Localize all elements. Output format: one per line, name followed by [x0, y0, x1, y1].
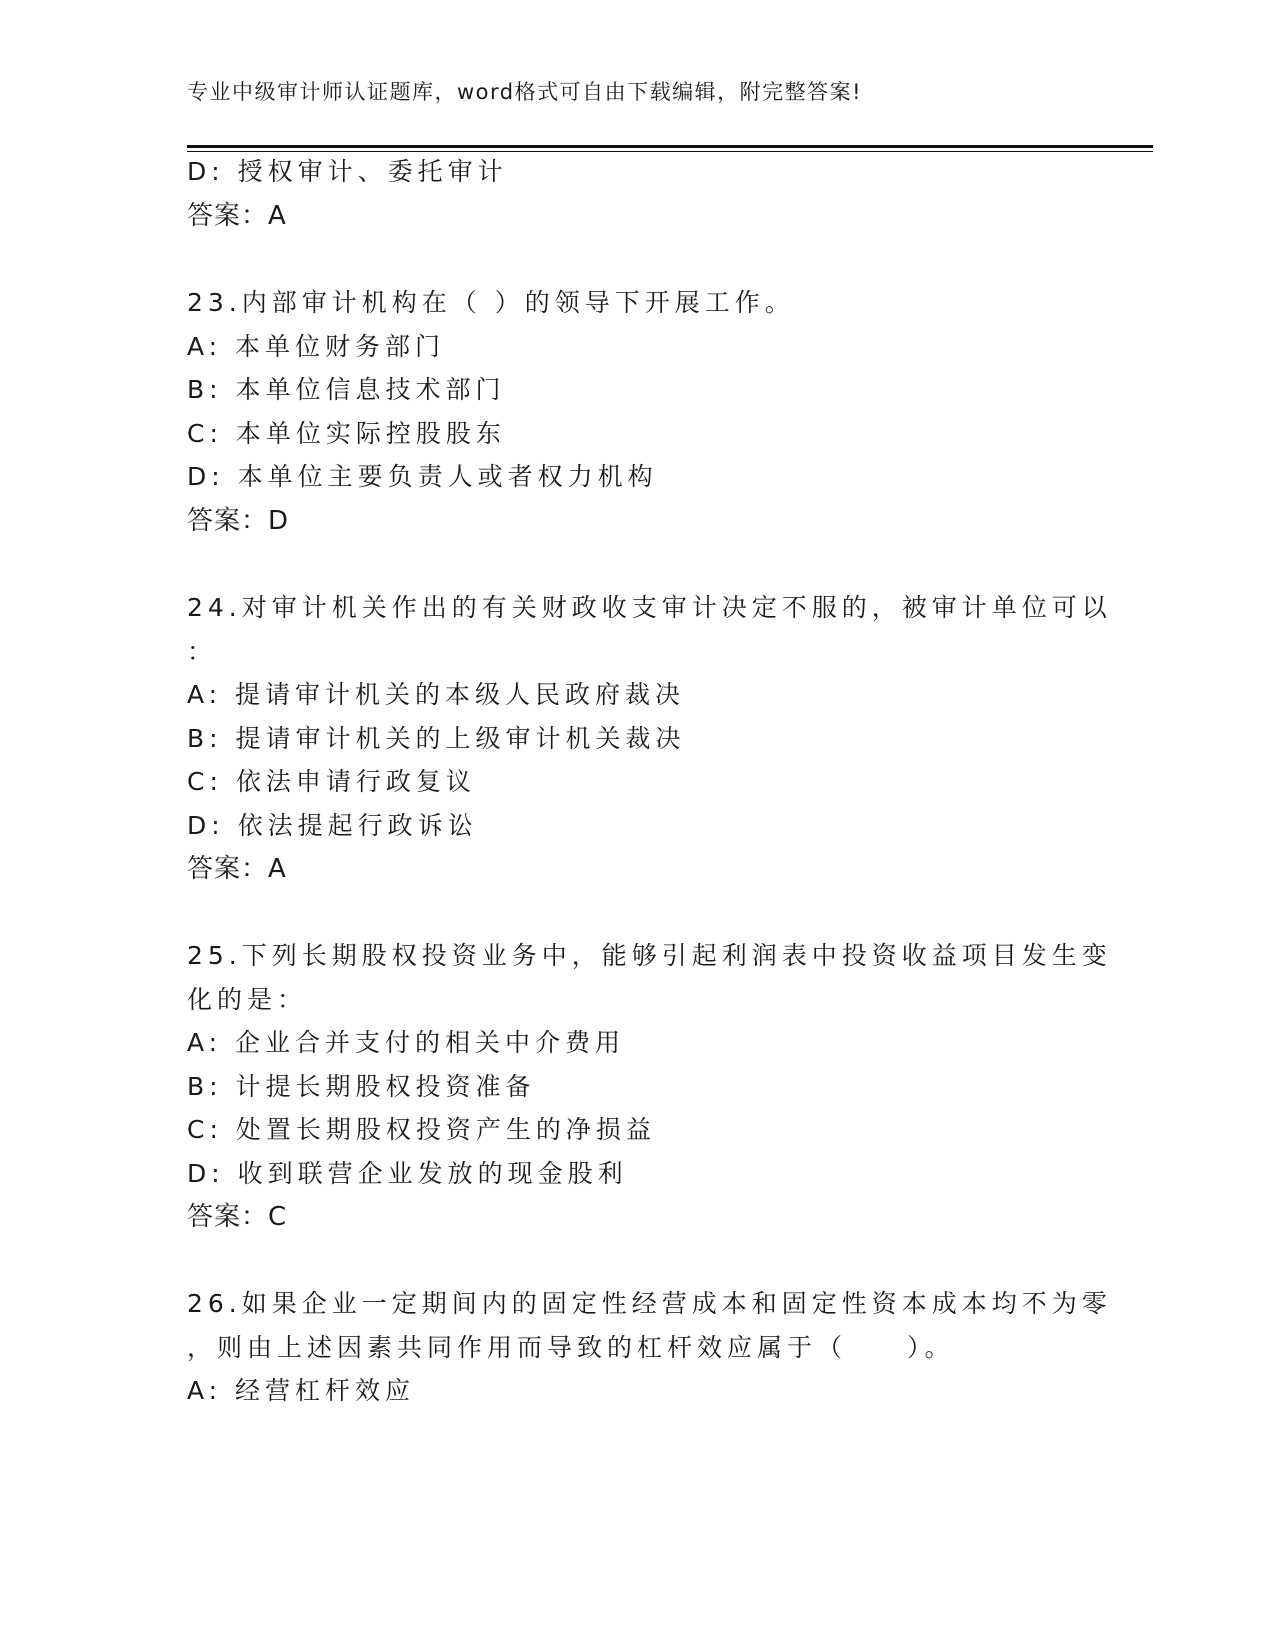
- option-line: B: 提请审计机关的上级审计机关裁决: [187, 724, 686, 753]
- option-line: D: 授权审计、委托审计: [187, 157, 508, 186]
- option-line: C: 本单位实际控股股东: [187, 419, 506, 448]
- option-line: D: 本单位主要负责人或者权力机构: [187, 462, 658, 491]
- option-line: C: 依法申请行政复议: [187, 767, 476, 796]
- option-line: D: 依法提起行政诉讼: [187, 811, 478, 840]
- option-line: D: 收到联营企业发放的现金股利: [187, 1159, 628, 1188]
- question-line: 26.如果企业一定期间内的固定性经营成本和固定性资本成本均不为零: [187, 1289, 1112, 1318]
- header-rule-thin: [187, 151, 1153, 152]
- header-rule-thick: [187, 145, 1153, 148]
- question-line: 化的是：: [187, 985, 308, 1014]
- option-line: B: 计提长期股权投资准备: [187, 1072, 536, 1101]
- option-line: A: 经营杠杆效应: [187, 1376, 416, 1405]
- option-line: C: 处置长期股权投资产生的净损益: [187, 1115, 656, 1144]
- option-line: A: 本单位财务部门: [187, 332, 446, 361]
- answer-line: 答案：A: [187, 854, 287, 884]
- option-line: A: 企业合并支付的相关中介费用: [187, 1028, 626, 1057]
- question-line: ，则由上述因素共同作用而导致的杠杆效应属于（ ）。: [187, 1333, 955, 1362]
- question-line: 25.下列长期股权投资业务中，能够引起利润表中投资收益项目发生变: [187, 941, 1112, 970]
- answer-line: 答案：C: [187, 1202, 288, 1232]
- answer-line: 答案：A: [187, 201, 287, 231]
- question-line: 24.对审计机关作出的有关财政收支审计决定不服的，被审计单位可以: [187, 593, 1112, 622]
- answer-line: 答案：D: [187, 506, 290, 536]
- page-header: 专业中级审计师认证题库，word格式可自由下载编辑，附完整答案!: [187, 80, 863, 104]
- question-line: 23.内部审计机构在（ ）的领导下开展工作。: [187, 288, 795, 317]
- option-line: B: 本单位信息技术部门: [187, 375, 506, 404]
- option-line: A: 提请审计机关的本级人民政府裁决: [187, 680, 686, 709]
- question-line: ：: [187, 637, 218, 666]
